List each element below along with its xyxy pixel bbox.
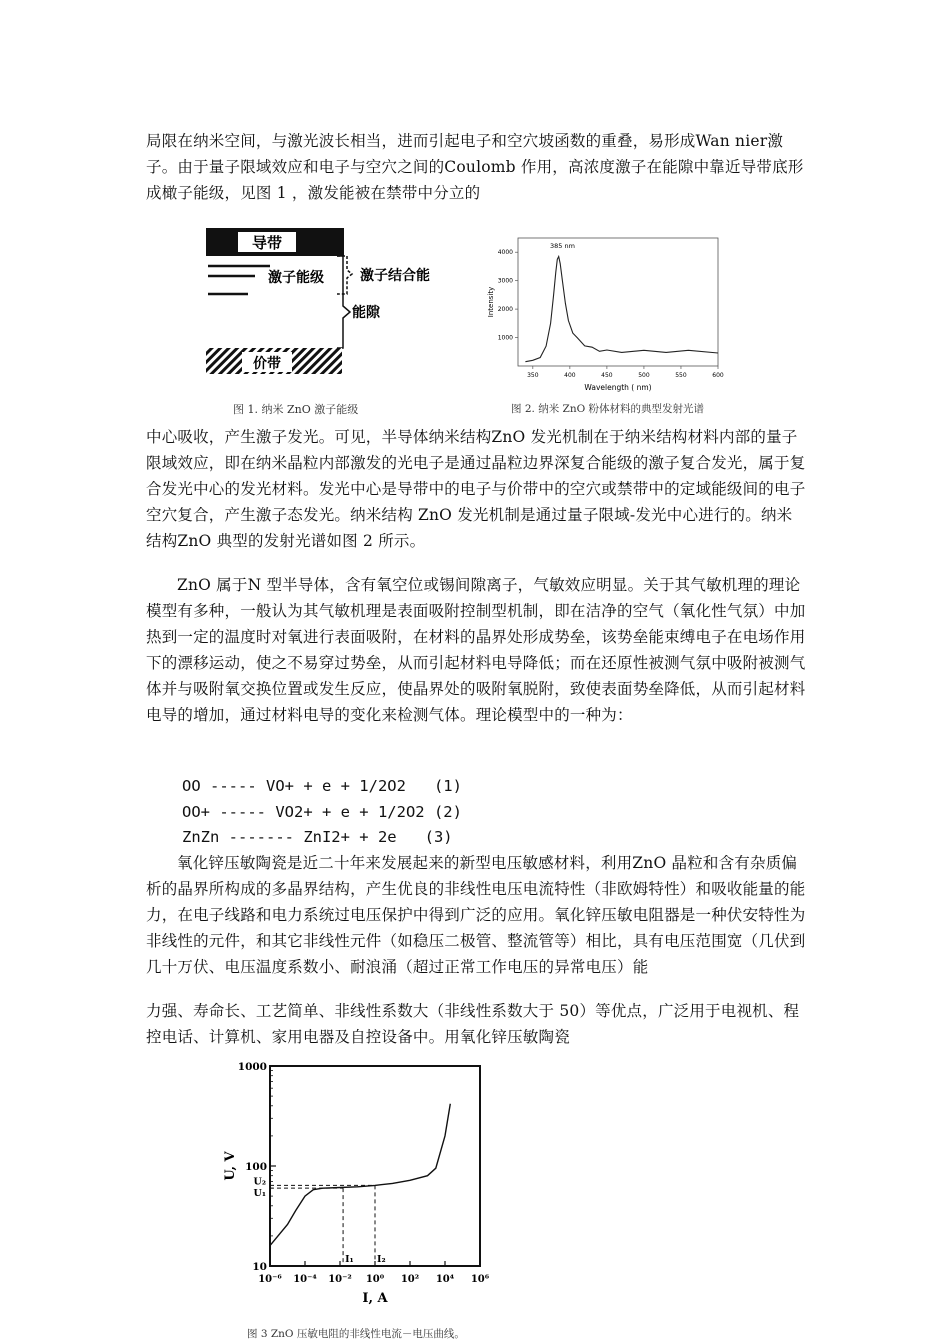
iv-xtick-label: 10⁻⁴ <box>293 1274 317 1285</box>
iv-i-label: I₁ <box>345 1254 354 1265</box>
figure-3-varistor-iv-curve <box>218 1058 498 1310</box>
paragraph-1: 局限在纳米空间，与激光波长相当，进而引起电子和空穴坡函数的重叠，易形成Wan nier激子。由于量子限域效应和电子与空穴之间的Coulomb 作用，高浓度激子在能隙中靠近导带底形成橄子能级，见图 1 ，激发能被在禁带中分立的 <box>146 132 804 202</box>
gap-label: 能隙 <box>352 305 380 321</box>
binding-energy-label: 激子结合能 <box>360 268 430 284</box>
spectrum-xtick-label: 600 <box>712 372 724 379</box>
valence-band-label: 价带 <box>253 356 281 372</box>
iv-xtick-label: 10⁰ <box>365 1274 385 1285</box>
figure-3-caption: 图 3 ZnO 压敏电阻的非线性电流－电压曲线。 <box>247 1328 465 1340</box>
spectrum-peak-label: 385 nm <box>550 242 575 250</box>
gap-bracket <box>337 256 350 348</box>
iv-xtick-label: 10⁶ <box>470 1274 490 1285</box>
spectrum-xtick-label: 350 <box>527 372 539 379</box>
spectrum-ytick-label: 4000 <box>497 249 513 257</box>
conduction-band-label: 导带 <box>251 234 283 252</box>
paragraph-3: ZnO 属于N 型半导体，含有氧空位或锡间隙离子，气敏效应明显。关于其气敏机理的理论模型有多种，一般认为其气敏机理是表面吸附控制型机制，即在洁净的空气（氧化性气氛）中加热到一定的温度时对氧进行表面吸附，在材料的晶界处形成势垒，该势垒能束缚电子在电场作用下的漂移运动，使之不易穿过势垒，从而引起材料电导降低；而在还原性被测气氛中吸附被测气体并与吸附氧交换位置或发生反应，使晶界处的吸附氧脱附，致使表面势垒降低，从而引起材料电导的增加，通过材料电导的变化来检测气体。理论模型中的一种为： <box>146 576 806 724</box>
iv-ytick-label: 1000 <box>237 1061 267 1073</box>
equation-1: OO ----- VO+ + e + 1/2O2 (1) <box>182 777 462 795</box>
figure-2-caption: 图 2. 纳米 ZnO 粉体材料的典型发射光谱 <box>511 403 705 415</box>
spectrum-ytick-label: 1000 <box>497 334 513 342</box>
iv-series-line <box>270 1104 450 1246</box>
spectrum-ytick-label: 2000 <box>497 306 513 314</box>
iv-xtick-label: 10² <box>400 1274 420 1285</box>
paragraph-4: 氧化锌压敏陶瓷是近二十年来发展起来的新型电压敏感材料，利用ZnO 晶粒和含有杂质偏析的晶界所构成的多晶界结构，产生优良的非线性电压电流特性（非欧姆特性）和吸收能量的能力，在电子线路和电力系统过电压保护中得到广泛的应用。氧化锌压敏电阻器是一种伏安特性为非线性的元件，和其它非线性元件（如稳压二极管、整流管等）相比，具有电压范围宽（几伏到几十万伏、电压温度系数小、耐浪涌（超过正常工作电压的异常电压）能 <box>146 854 806 976</box>
iv-ytick-label: 100 <box>245 1161 267 1173</box>
paragraph-2: 中心吸收，产生激子发光。可见，半导体纳米结构ZnO 发光机制在于纳米结构材料内部的量子限域效应，即在纳米晶粒内部激发的光电子是通过晶粒边界深复合能级的激子复合发光，属于复合发光中心的发光材料。发光中心是导带中的电子与价带中的空穴或禁带中的定域能级间的电子空穴复合，产生激子态发光。纳米结构 ZnO 发光机制是通过量子限域-发光中心进行的。纳米结构ZnO 典型的发射光谱如图 2 所示。 <box>146 428 806 550</box>
figure-1-caption: 图 1. 纳米 ZnO 激子能级 <box>233 403 359 416</box>
binding-energy-bracket <box>337 256 352 294</box>
iv-xtick-label: 10⁻² <box>328 1274 352 1285</box>
spectrum-xtick-label: 450 <box>601 372 613 379</box>
exciton-level-label: 激子能级 <box>268 270 324 286</box>
iv-u-label: U₂ <box>253 1176 266 1188</box>
figure-1-exciton-diagram <box>200 222 480 382</box>
iv-xtick-label: 10⁻⁶ <box>258 1274 282 1285</box>
iv-i-label: I₂ <box>377 1254 386 1265</box>
spectrum-xtick-label: 400 <box>564 372 576 379</box>
iv-ylabel: U, V <box>223 1151 238 1181</box>
spectrum-xtick-label: 500 <box>638 372 650 379</box>
spectrum-series-line <box>525 257 718 362</box>
spectrum-ylabel: Intensity <box>487 286 495 318</box>
equation-3: ZnZn ------- ZnI2+ + 2e (3) <box>182 828 453 846</box>
spectrum-ytick-label: 3000 <box>497 277 513 285</box>
spectrum-plot-frame <box>518 238 718 366</box>
figure-2-emission-spectrum <box>482 232 722 397</box>
iv-xlabel: I, A <box>362 1291 388 1306</box>
iv-ytick-label: 10 <box>252 1261 267 1273</box>
paragraph-5: 力强、寿命长、工艺简单、非线性系数大（非线性系数大于 50）等优点，广泛用于电视机、程控电话、计算机、家用电器及自控设备中。用氧化锌压敏陶瓷 <box>146 1002 800 1046</box>
spectrum-xtick-label: 550 <box>675 372 687 379</box>
iv-xtick-label: 10⁴ <box>435 1274 455 1285</box>
spectrum-xlabel: Wavelength ( nm) <box>584 383 652 392</box>
iv-u-label: U₁ <box>253 1188 266 1200</box>
equation-2: OO+ ----- VO2+ + e + 1/2O2 (2) <box>182 803 462 821</box>
